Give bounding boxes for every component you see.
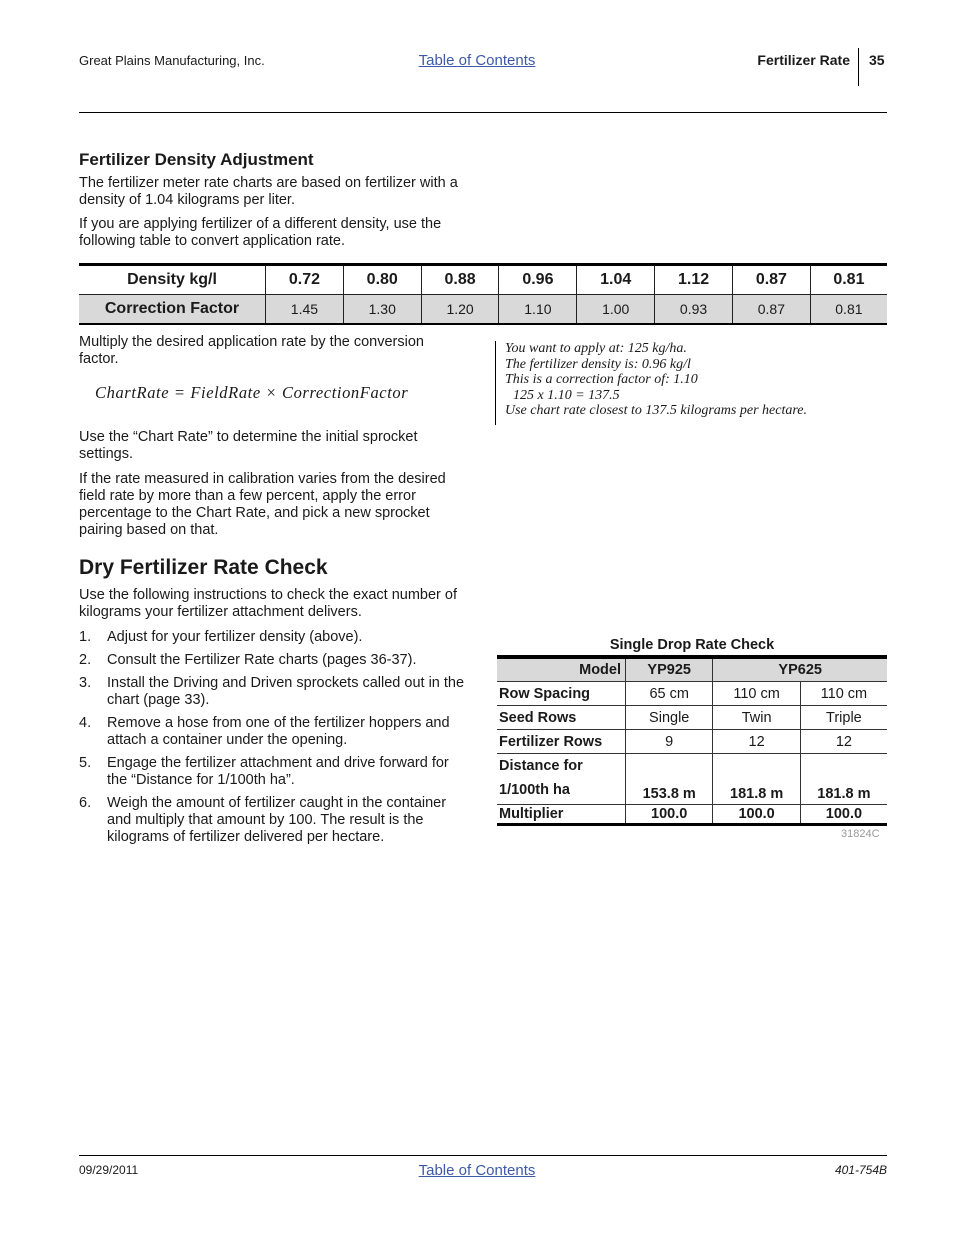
step-text: Remove a hose from one of the fertilizer hoppers and attach a container under the opening. <box>107 715 450 748</box>
single-drop-title: Single Drop Rate Check <box>609 637 775 653</box>
row-value: Single <box>626 706 713 730</box>
step-item <box>79 675 471 709</box>
row-value: 12 <box>800 730 887 754</box>
density-row <box>79 265 887 295</box>
step-text: Adjust for your fertilizer density (above). <box>107 629 363 645</box>
step-text: Weigh the amount of fertilizer caught in the container and multiply that amount by 100. The result is the kilograms of fertilizer delivered per hectare. <box>107 795 447 845</box>
example-line: 125 x 1.10 = 137.5 <box>513 387 620 403</box>
row-label: Fertilizer Rows <box>497 730 626 754</box>
density-para-5: If the rate measured in calibration varies from the desired field rate by more than a few percent, apply the error percentage to the Chart Rate, and pick a new sprocket pairing based on that. <box>79 471 446 538</box>
density-para-4: Use the “Chart Rate” to determine the initial sprocket settings. <box>79 429 418 462</box>
density-value: 0.81 <box>810 265 887 295</box>
row-value: 12 <box>713 730 800 754</box>
figure-id: 31824C <box>841 828 880 840</box>
step-item <box>79 755 471 789</box>
step-item <box>79 715 471 749</box>
step-number: 5. <box>79 755 92 771</box>
step-item <box>79 652 471 669</box>
density-value: 1.04 <box>577 265 655 295</box>
row-label: Row Spacing <box>497 682 626 706</box>
density-para-3: Multiply the desired application rate by the conversion factor. <box>79 334 424 367</box>
example-line: You want to apply at: 125 kg/ha. <box>505 341 687 356</box>
page-number: 35 <box>869 52 885 68</box>
model-yp925: YP925 <box>626 657 713 682</box>
density-value: 1.12 <box>655 265 733 295</box>
distance-label-line: 1/100th ha <box>499 782 570 798</box>
row-value: 110 cm <box>713 682 800 706</box>
correction-value: 1.00 <box>577 295 655 325</box>
row-value: 65 cm <box>626 682 713 706</box>
distance-label <box>497 754 626 805</box>
table-row <box>497 682 887 706</box>
density-value: 0.87 <box>732 265 810 295</box>
single-drop-table <box>497 655 887 826</box>
table-row <box>497 730 887 754</box>
distance-value: 181.8 m <box>800 754 887 805</box>
multiplier-value: 100.0 <box>626 805 713 825</box>
density-label: Density kg/l <box>79 265 266 295</box>
multiplier-value: 100.0 <box>800 805 887 825</box>
rate-check-steps <box>79 629 471 852</box>
distance-value: 181.8 m <box>713 754 800 805</box>
table-row <box>497 706 887 730</box>
multiplier-label: Multiplier <box>497 805 626 825</box>
correction-row <box>79 295 887 325</box>
chart-rate-formula: ChartRate = FieldRate × CorrectionFactor <box>95 383 409 402</box>
example-callout <box>495 341 807 425</box>
row-value: Triple <box>800 706 887 730</box>
step-item <box>79 629 471 646</box>
model-label: Model <box>497 657 626 682</box>
header-divider <box>858 48 859 86</box>
correction-value: 0.87 <box>732 295 810 325</box>
correction-value: 1.30 <box>343 295 421 325</box>
correction-value: 0.81 <box>810 295 887 325</box>
step-number: 3. <box>79 675 92 691</box>
density-para-2: If you are applying fertilizer of a different density, use the following table to convert application rate. <box>79 216 442 249</box>
section-title: Fertilizer Rate <box>757 52 850 68</box>
example-line: The fertilizer density is: 0.96 kg/l <box>505 356 691 372</box>
rate-check-intro: Use the following instructions to check the exact number of kilograms your fertilizer attachment delivers. <box>79 587 457 620</box>
density-value: 0.88 <box>421 265 499 295</box>
toc-link-top[interactable]: Table of Contents <box>418 52 536 69</box>
step-item <box>79 795 471 846</box>
row-label: Seed Rows <box>497 706 626 730</box>
step-number: 1. <box>79 629 92 645</box>
density-value: 0.72 <box>266 265 344 295</box>
correction-label: Correction Factor <box>79 295 266 325</box>
density-para-1: The fertilizer meter rate charts are based on fertilizer with a density of 1.04 kilograms per liter. <box>79 175 458 208</box>
step-number: 2. <box>79 652 92 668</box>
step-text: Engage the fertilizer attachment and drive forward for the “Distance for 1/100th ha”. <box>107 755 449 788</box>
row-value: 9 <box>626 730 713 754</box>
density-table <box>79 263 887 325</box>
correction-value: 1.20 <box>421 295 499 325</box>
step-text: Consult the Fertilizer Rate charts (pages 36-37). <box>107 652 417 668</box>
model-row <box>497 657 887 682</box>
density-value: 0.96 <box>499 265 577 295</box>
document-number: 401-754B <box>834 1163 887 1177</box>
correction-value: 1.10 <box>499 295 577 325</box>
density-heading: Fertilizer Density Adjustment <box>79 150 314 169</box>
footer-date: 09/29/2011 <box>79 1163 139 1177</box>
header-rule <box>79 112 887 113</box>
model-yp625: YP625 <box>713 657 887 682</box>
correction-value: 0.93 <box>655 295 733 325</box>
density-value: 0.80 <box>343 265 421 295</box>
multiplier-row <box>497 805 887 825</box>
step-number: 6. <box>79 795 92 811</box>
multiplier-value: 100.0 <box>713 805 800 825</box>
distance-row <box>497 754 887 805</box>
distance-value: 153.8 m <box>626 754 713 805</box>
step-text: Install the Driving and Driven sprockets called out in the chart (page 33). <box>107 675 465 708</box>
row-value: Twin <box>713 706 800 730</box>
distance-label-line: Distance for <box>499 758 583 774</box>
company-name: Great Plains Manufacturing, Inc. <box>79 53 265 68</box>
row-value: 110 cm <box>800 682 887 706</box>
correction-value: 1.45 <box>266 295 344 325</box>
step-number: 4. <box>79 715 92 731</box>
rate-check-heading: Dry Fertilizer Rate Check <box>79 556 328 579</box>
toc-link-bottom[interactable]: Table of Contents <box>418 1162 536 1179</box>
example-line: This is a correction factor of: 1.10 <box>505 372 698 387</box>
example-line: Use chart rate closest to 137.5 kilograms per hectare. <box>505 403 807 418</box>
footer-rule <box>79 1155 887 1156</box>
